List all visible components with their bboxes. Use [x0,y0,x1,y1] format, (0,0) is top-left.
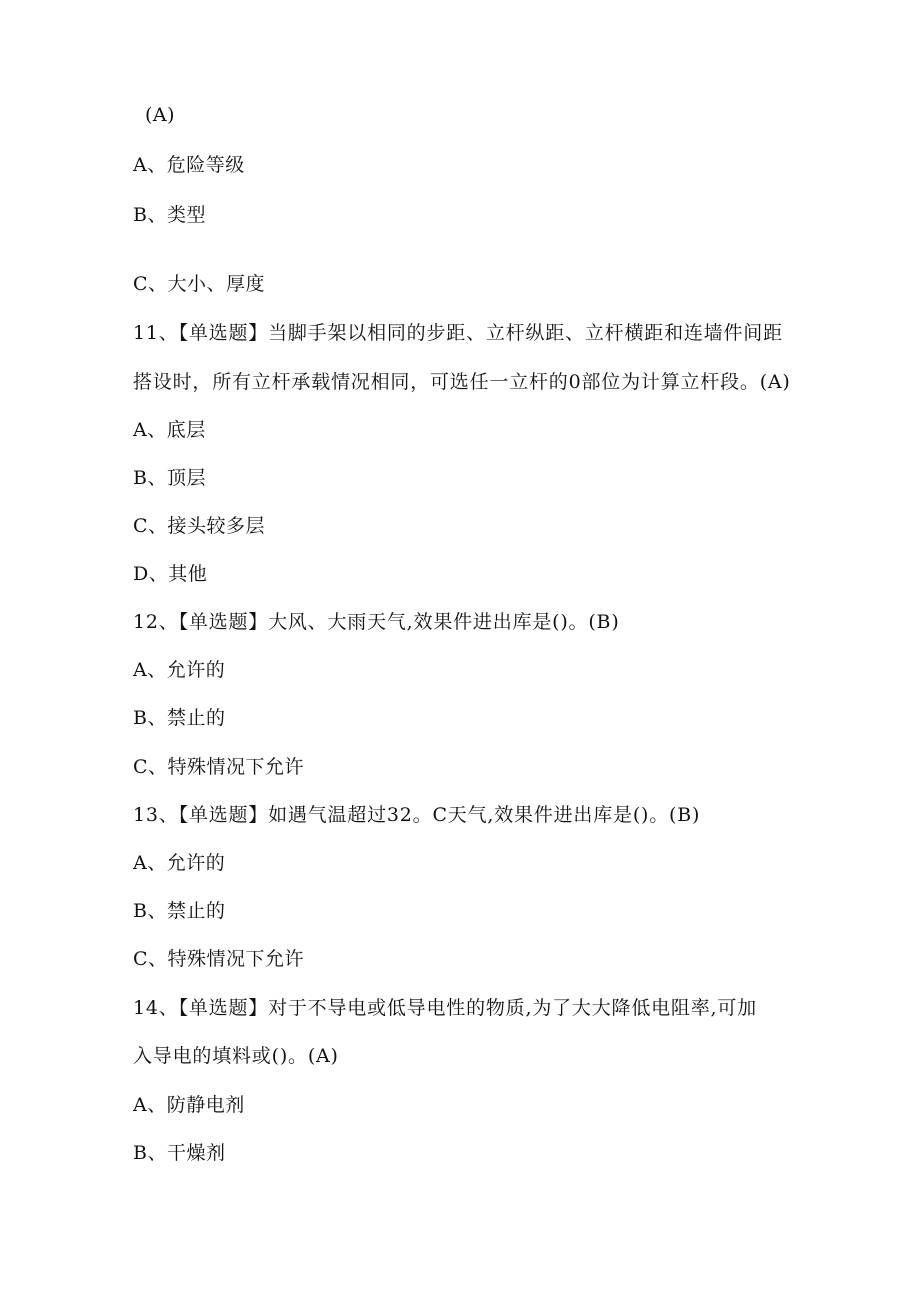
q11-option-c: C、接头较多层 [133,515,266,537]
q11-stem-line1: 11、【单选题】当脚手架以相同的步距、立杆纵距、立杆横距和连墙件间距 [133,322,783,344]
q13-option-b: B、禁止的 [133,900,226,922]
q14-stem-line2: 入导电的填料或()。(A) [133,1045,339,1067]
q10-option-b: B、类型 [133,204,206,226]
q11-option-d: D、其他 [133,563,208,585]
previous-question-answer: (A) [145,104,176,126]
q13-option-c: C、特殊情况下允许 [133,948,305,970]
q14-option-b: B、干燥剂 [133,1142,226,1164]
q11-option-b: B、顶层 [133,467,206,489]
q14-option-a: A、防静电剂 [133,1094,245,1116]
q12-option-b: B、禁止的 [133,707,226,729]
q13-stem: 13、【单选题】如遇气温超过32。C天气,效果件进出库是()。(B) [133,804,701,826]
q14-stem-line1: 14、【单选题】对于不导电或低导电性的物质,为了大大降低电阻率,可加 [133,997,757,1019]
q11-stem-line2: 搭设时，所有立杆承载情况相同，可选任一立杆的0部位为计算立杆段。(A) [133,371,791,393]
q10-option-c: C、大小、厚度 [133,273,266,295]
q13-option-a: A、允许的 [133,852,226,874]
q12-option-c: C、特殊情况下允许 [133,756,305,778]
q12-option-a: A、允许的 [133,659,226,681]
q12-stem: 12、【单选题】大风、大雨天气,效果件进出库是()。(B) [133,611,620,633]
q10-option-a: A、危险等级 [133,154,245,176]
q11-option-a: A、底层 [133,419,206,441]
